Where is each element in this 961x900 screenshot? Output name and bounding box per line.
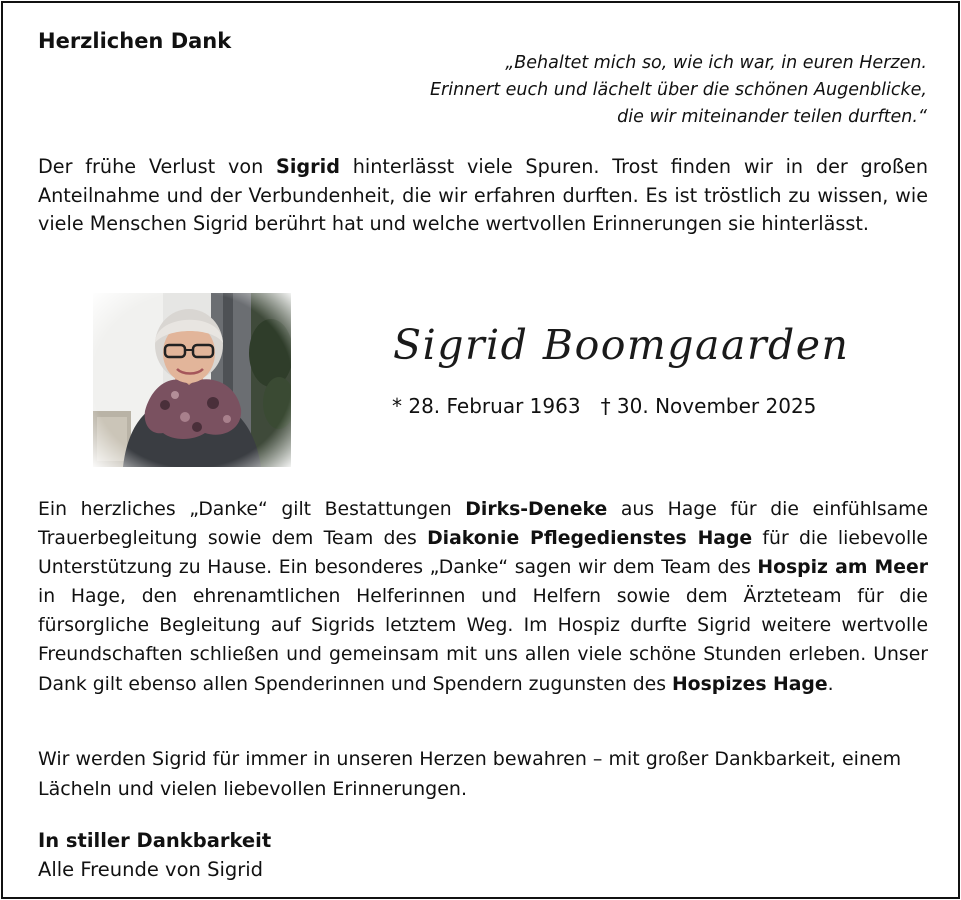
thanks-text-5: . <box>827 673 834 695</box>
quote-line-1: „Behaltet mich so, wie ich war, in euren Herzen. <box>505 53 927 73</box>
thanks-text-4: in Hage, den ehrenamtlichen Helferinnen und Helfern sowie dem Ärzteteam für die fürsorgliche Begleitung auf Sigrids letztem Weg. Im Hospiz durfte Sigrid weitere wertvolle Freundschaften schließen und gemeinsam mit uns allen viele schöne Stunden erleben. Unser Dank gilt ebenso allen Spenderinnen und Spendern zugunsten des <box>38 586 928 695</box>
thanks-text-3: für die liebevolle Unterstützung zu Hause. Ein besonderes „Danke“ sagen wir dem Team des <box>38 528 928 579</box>
thanks-bold-undertaker: Dirks-Deneke <box>465 499 608 520</box>
portrait-photo <box>93 293 291 467</box>
closing <box>38 826 271 884</box>
life-dates <box>392 394 816 418</box>
quote-line-3: die wir miteinander teilen durften.“ <box>617 107 927 127</box>
thanks-bold-hospice-hage: Hospizes Hage <box>671 673 828 695</box>
thanks-text-2: aus Hage für die einfühlsame Trauerbegleitung sowie dem Team des <box>38 499 929 550</box>
intro-text-1: Der frühe Verlust von <box>38 155 277 178</box>
death-date: † 30. November 2025 <box>600 394 817 418</box>
thanks-bold-hospice: Hospiz am Meer <box>757 557 928 579</box>
heading: Herzlichen Dank <box>38 29 232 53</box>
intro-paragraph <box>38 153 928 239</box>
quote-line-2: Erinnert euch und lächelt über die schönen Augenblicke, <box>429 80 927 100</box>
intro-bold-name: Sigrid <box>276 155 340 178</box>
thanks-text-1: Ein herzliches „Danke“ gilt Bestattungen <box>38 499 466 520</box>
farewell-paragraph: Wir werden Sigrid für immer in unseren Herzen bewahren – mit großer Dankbarkeit, einem Lächeln und vielen liebevollen Erinnerungen. <box>38 748 902 800</box>
obituary-card <box>1 1 960 899</box>
quote <box>430 50 927 131</box>
birth-date: * 28. Februar 1963 <box>392 394 581 418</box>
closing-line-1: In stiller Dankbarkeit <box>38 829 272 852</box>
intro-text-2: hinterlässt viele Spuren. Trost finden wir in der großen Anteilnahme und der Verbundenheit, die wir erfahren durften. Es ist tröstlich zu wissen, wie viele Menschen Sigrid berührt hat und welche wertvollen Erinnerungen sie hinterlässt. <box>38 155 928 236</box>
thanks-paragraph <box>38 495 928 699</box>
thanks-bold-care-service: Diakonie Pflegedienstes Hage <box>427 528 753 550</box>
closing-line-2: Alle Freunde von Sigrid <box>38 858 264 881</box>
deceased-name: Sigrid Boomgaarden <box>393 321 850 369</box>
